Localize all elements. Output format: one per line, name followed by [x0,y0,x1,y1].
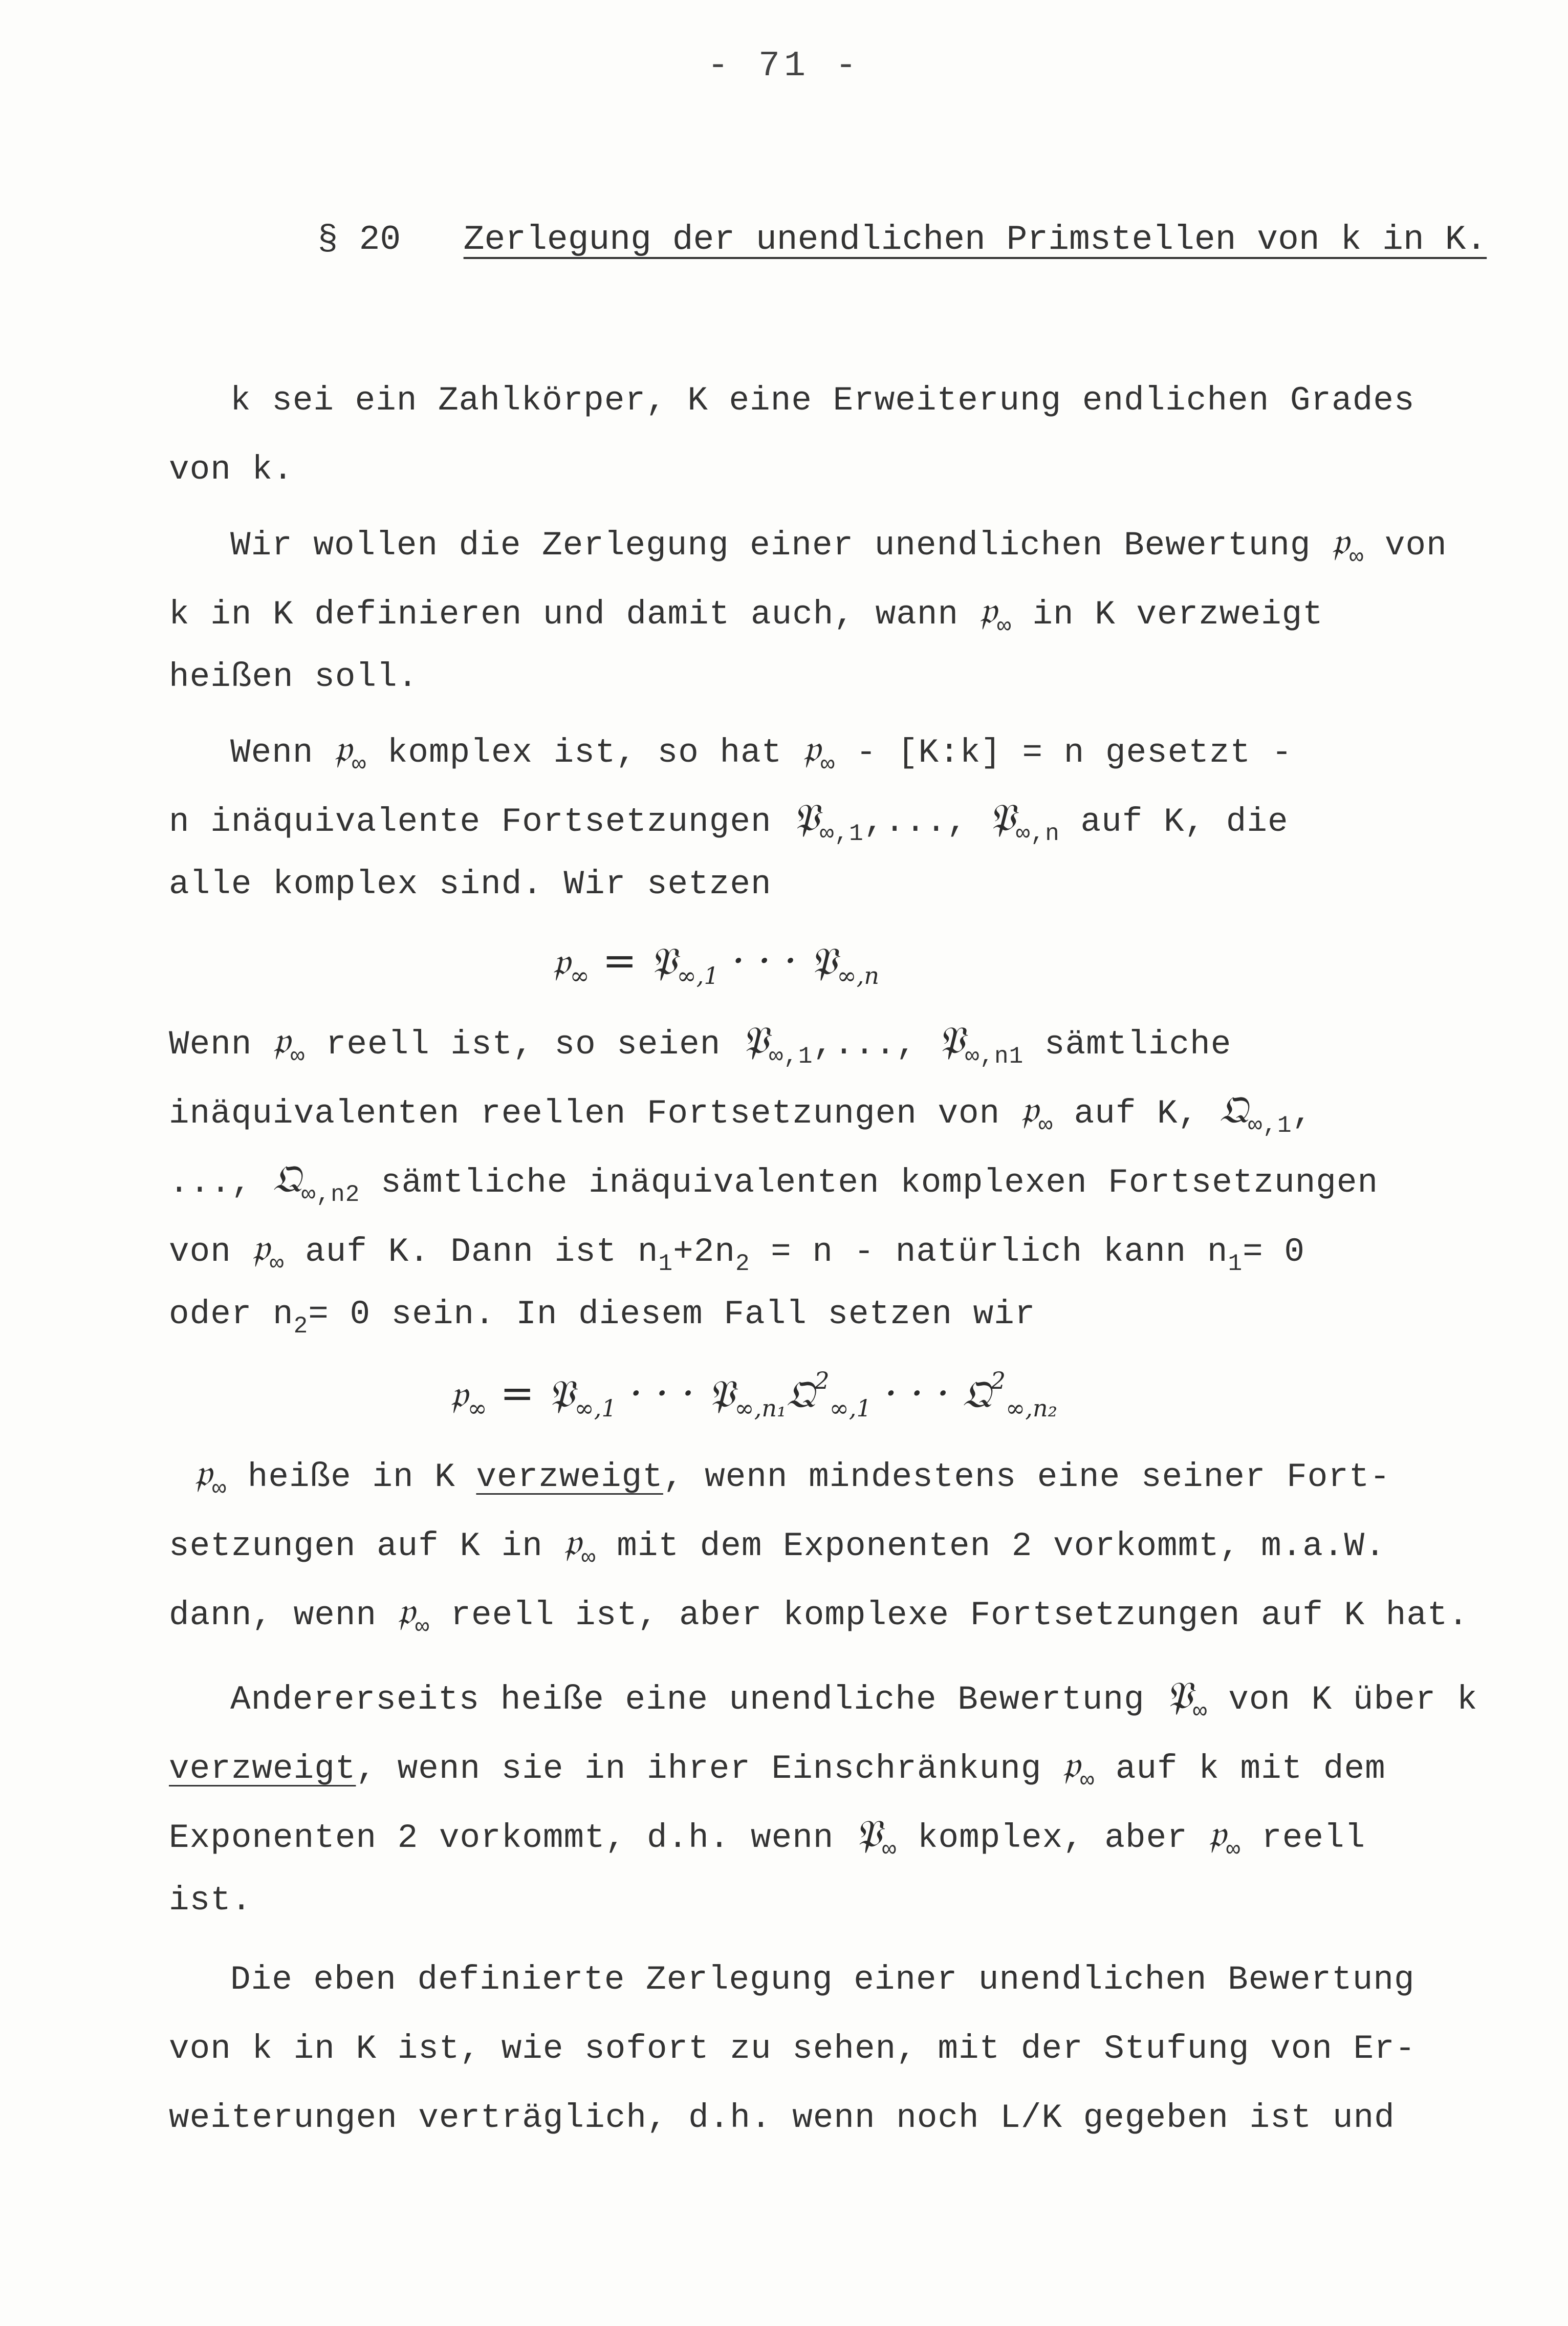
text-segment: in K verzweigt [1011,595,1323,634]
text-segment: reell [1240,1819,1366,1857]
text-segment: Wenn [230,734,335,772]
subscript: ∞,1 [769,1043,813,1070]
subscript: ∞ [1349,544,1364,571]
handwritten-symbol: 𝔓 [1165,1674,1193,1718]
text-segment: = n - natürlich kann n [750,1233,1228,1271]
subscript: 1 [658,1251,673,1277]
subscript: ∞,n₁ [734,1394,787,1422]
handwritten-symbol: 𝔭 [979,589,997,633]
handwritten-symbol: 𝔓 [792,796,820,840]
formula [450,1367,1057,1422]
subscript: ∞,n [1016,821,1060,847]
text-line [230,1961,1415,1999]
handwritten-symbol: 𝔓 [988,796,1016,840]
text-segment: von K über k [1207,1681,1478,1719]
handwritten-symbol: 𝔭 [1208,1812,1226,1856]
handwritten-symbol: 𝔭 [563,1520,582,1564]
text-segment: k in K definieren und damit auch, wann [169,595,979,634]
text-segment: · · · [616,1369,708,1417]
text-line [169,1295,1035,1340]
subscript: ∞ [352,751,367,778]
text-line [169,589,1323,640]
handwritten-symbol: 𝔭 [334,727,352,771]
formula [553,937,879,989]
text-line [169,2099,1395,2137]
text-segment: = [487,1369,548,1417]
text-line [230,381,1415,420]
subscript: ∞ [1193,1698,1208,1725]
text-segment: setzungen auf K in [169,1527,564,1565]
handwritten-symbol: 𝔓 [649,940,677,984]
text-segment: = 0 sein. In diesem Fall setzen wir [308,1295,1036,1333]
text-line [169,1743,1386,1794]
handwritten-symbol: 𝔭 [553,940,570,984]
subscript: ∞,1 [829,1394,872,1422]
subscript: 2 [293,1313,309,1340]
text-segment: ist. [169,1881,252,1920]
text-line [169,796,1289,847]
text-segment: von [169,1233,252,1271]
subscript: ∞,n [301,1181,345,1208]
text-segment: Wir wollen die Zerlegung einer unendlichen Bewertung [230,526,1332,565]
text-segment: alle komplex sind. Wir setzen [169,865,772,903]
text-line [230,727,1292,778]
subscript: ∞ [570,962,590,989]
subscript: ∞,1 [1248,1112,1292,1139]
handwritten-symbol: 𝔓 [707,1372,735,1416]
handwritten-symbol: 𝔭 [397,1589,416,1633]
text-segment: , [1292,1094,1313,1133]
subscript: ∞ [212,1476,227,1502]
superscript: 2 [814,1367,830,1394]
text-segment: = [589,937,650,984]
handwritten-symbol: 𝔭 [1020,1088,1039,1132]
subscript: ∞ [882,1837,897,1863]
subscript: 1 [1228,1251,1243,1277]
text-segment: Andererseits heiße eine unendliche Bewertung [230,1681,1166,1719]
subscript: ∞,n₂ [1006,1394,1058,1422]
text-segment: - [K:k] = n gesetzt - [835,734,1293,772]
text-segment: von [1364,526,1447,565]
underlined-term: verzweigt [169,1750,356,1788]
subscript: 2 [735,1251,750,1277]
text-segment: von k. [169,450,294,489]
handwritten-symbol: 𝔓 [938,1019,965,1063]
page-number: - 71 - [707,46,861,87]
handwritten-symbol: 𝔭 [194,1451,212,1495]
subscript: ∞ [997,613,1012,640]
text-segment: k sei ein Zahlkörper, K eine Erweiterung endlichen Grades [230,381,1415,420]
text-segment: reell ist, so seien [305,1025,742,1064]
text-line [230,520,1447,571]
handwritten-symbol: 𝔓 [855,1812,882,1856]
text-segment: oder n [169,1295,294,1333]
text-segment: ,..., [863,803,989,841]
text-segment: reell ist, aber komplexe Fortsetzungen auf K hat. [429,1596,1469,1634]
text-line [169,450,294,489]
text-line [230,1674,1478,1725]
text-segment: +2n [673,1233,735,1271]
section-heading [317,220,1487,260]
handwritten-symbol: 𝔭 [802,727,821,771]
subscript: ∞,1 [574,1394,617,1422]
text-segment: inäquivalenten reellen Fortsetzungen von [169,1094,1021,1133]
text-segment: , wenn mindestens eine seiner Fort- [663,1458,1391,1496]
text-segment: n inäquivalente Fortsetzungen [169,803,793,841]
handwritten-symbol: 𝔓 [810,940,837,984]
text-segment: weiterungen verträglich, d.h. wenn noch L/K gegeben ist und [169,2099,1395,2137]
text-line [169,1226,1305,1277]
text-segment: heiße in K [227,1458,476,1496]
subscript: ∞ [1038,1112,1054,1139]
subscript: 1 [1009,1043,1024,1070]
handwritten-symbol: 𝔭 [1332,520,1349,564]
text-segment: mit dem Exponenten 2 vorkommt, m.a.W. [596,1527,1386,1565]
subscript: ∞ [581,1545,596,1571]
handwritten-symbol: 𝔭 [252,1226,270,1270]
handwritten-symbol: 𝔔 [1219,1088,1248,1132]
text-segment: Wenn [169,1025,273,1064]
subscript: ∞,n [837,962,879,989]
text-segment: auf k mit dem [1095,1750,1386,1788]
text-segment: Die eben definierte Zerlegung einer unendlichen Bewertung [230,1961,1415,1999]
subscript: ∞ [1226,1837,1241,1863]
text-line [169,1589,1469,1641]
subscript: ∞ [415,1614,430,1641]
handwritten-symbol: 𝔓 [741,1019,769,1063]
text-segment: von k in K ist, wie sofort zu sehen, mit der Stufung von Er- [169,2030,1416,2068]
handwritten-symbol: 𝔔 [962,1372,991,1416]
handwritten-symbol: 𝔔 [273,1157,301,1201]
underlined-term: verzweigt [476,1458,663,1496]
text-line [169,1520,1386,1571]
handwritten-symbol: 𝔔 [786,1372,815,1416]
subscript: ∞ [290,1043,306,1070]
subscript: ∞ [1080,1768,1095,1794]
subscript: ∞,1 [677,962,719,989]
text-segment: , wenn sie in ihrer Einschränkung [356,1750,1063,1788]
text-segment: ..., [169,1164,273,1202]
text-segment: auf K, [1053,1094,1219,1133]
subscript: ∞ [467,1394,487,1422]
text-line [169,1019,1231,1070]
text-segment: auf K, die [1059,803,1289,841]
subscript: ∞ [820,751,836,778]
text-segment: dann, wenn [169,1596,398,1634]
text-line [169,865,772,903]
subscript: ∞,1 [819,821,864,847]
text-segment: · · · [718,937,810,984]
subscript: 2 [345,1181,360,1208]
text-segment: heißen soll. [169,658,419,696]
text-line [169,1088,1313,1139]
text-line [169,1157,1378,1208]
text-line [169,2030,1415,2068]
text-segment: Exponenten 2 vorkommt, d.h. wenn [169,1819,855,1857]
text-segment: = 0 [1243,1233,1305,1271]
text-segment: komplex, aber [897,1819,1209,1857]
handwritten-symbol: 𝔭 [273,1019,291,1063]
text-segment: auf K. Dann ist n [284,1233,659,1271]
text-segment: sämtliche [1023,1025,1232,1064]
subscript: ∞,n [965,1043,1009,1070]
text-segment: ,..., [813,1025,938,1064]
text-segment: sämtliche inäquivalenten komplexen Fortsetzungen [360,1164,1379,1202]
text-line [194,1451,1390,1502]
superscript: 2 [990,1367,1006,1394]
handwritten-symbol: 𝔓 [547,1372,575,1416]
handwritten-symbol: 𝔭 [1062,1743,1080,1787]
section-title: Zerlegung der unendlichen Primstellen von k in K. [463,220,1487,260]
text-line [169,1881,252,1920]
text-line [169,1812,1365,1863]
section-number: § 20 [317,220,401,260]
text-segment: komplex ist, so hat [366,734,803,772]
text-segment: · · · [871,1369,963,1417]
handwritten-symbol: 𝔭 [450,1372,468,1416]
text-line [169,658,418,696]
subscript: ∞ [269,1251,285,1277]
